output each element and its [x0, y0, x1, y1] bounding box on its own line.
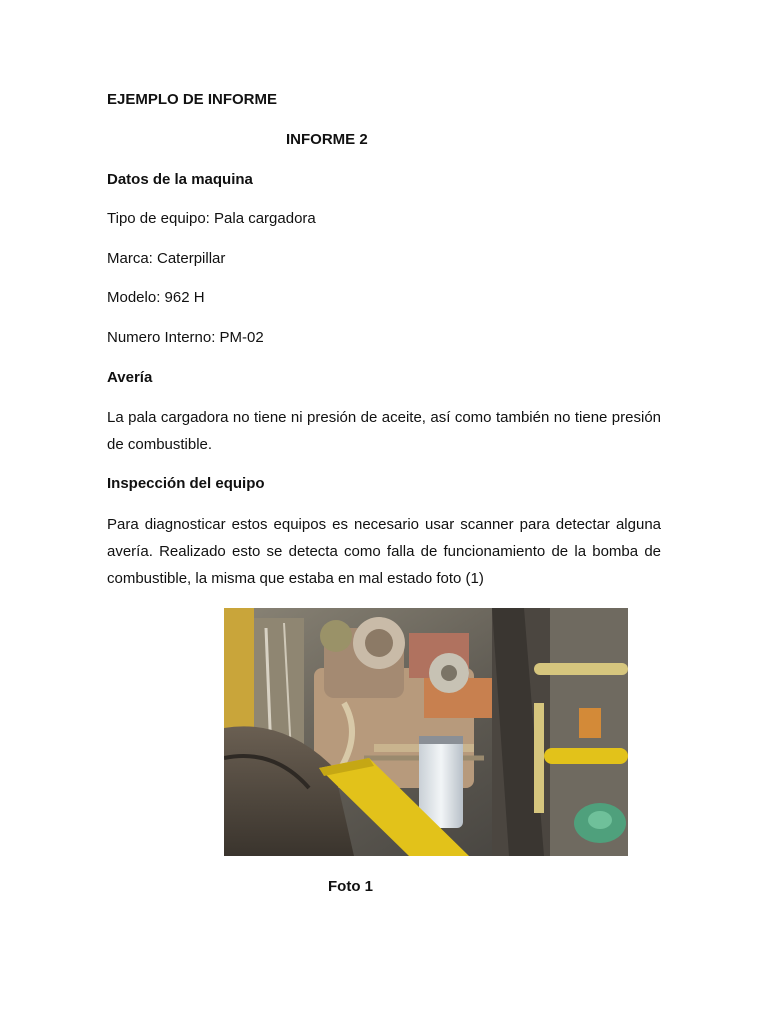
- inspection-section-title: Inspección del equipo: [107, 475, 265, 492]
- inspection-description: Para diagnosticar estos equipos es necesario usar scanner para detectar alguna avería. Realizado esto se detecta como falla de funcionamiento de la bomba de combustible, la misma que estaba en mal estado foto (1): [107, 516, 661, 587]
- brand-line: Marca: Caterpillar: [107, 250, 226, 267]
- photo-caption: Foto 1: [328, 878, 373, 895]
- internal-number-line: Numero Interno: PM-02: [107, 329, 264, 346]
- engine-photo: [224, 608, 628, 856]
- document-heading: EJEMPLO DE INFORME: [107, 91, 278, 108]
- fault-section-title: Avería: [107, 369, 153, 386]
- fault-description: La pala cargadora no tiene ni presión de aceite, así como también no tiene presión de combustible.: [107, 409, 661, 453]
- report-title: INFORME 2: [286, 131, 368, 148]
- engine-photo-illustration: [224, 608, 628, 856]
- machine-section-title: Datos de la maquina: [107, 171, 253, 188]
- model-line: Modelo: 962 H: [107, 289, 205, 306]
- equipment-type-line: Tipo de equipo: Pala cargadora: [107, 210, 316, 227]
